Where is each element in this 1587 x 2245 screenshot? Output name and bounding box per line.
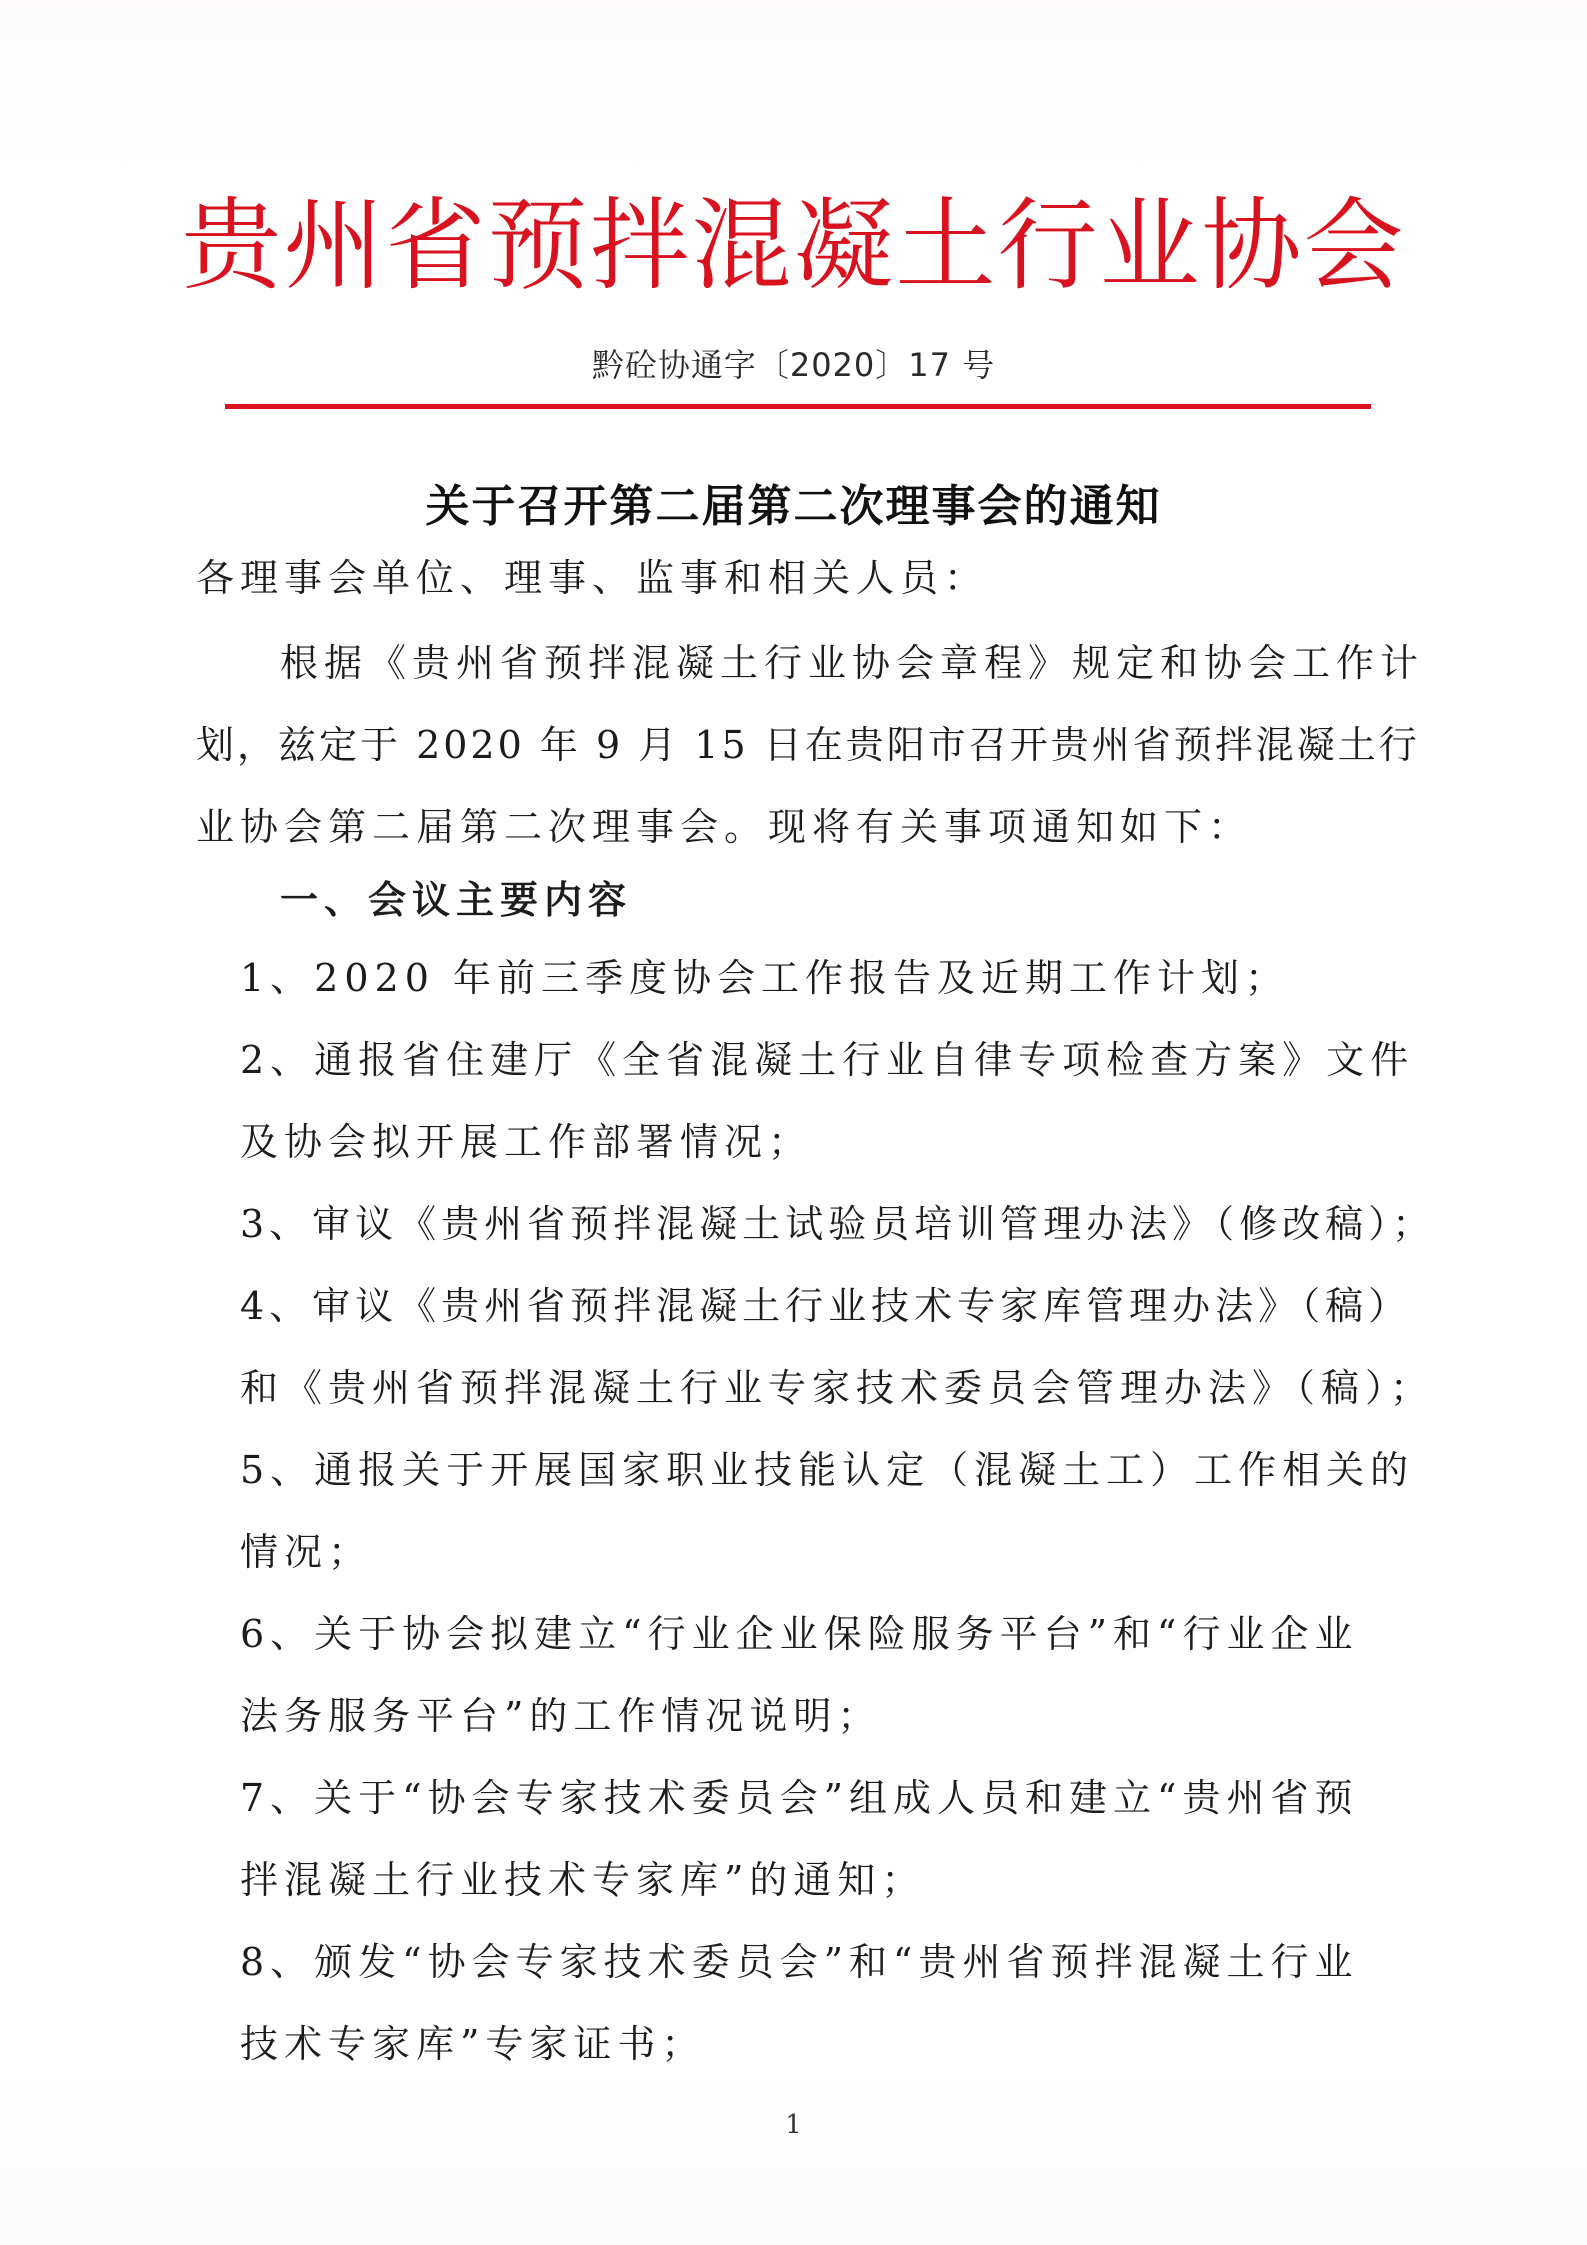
list-item: 8、颁发“协会专家技术委员会”和“贵州省预拌混凝土行业 (240, 1940, 1359, 1984)
list-item: 2、通报省住建厅《全省混凝土行业自律专项检查方案》文件 (240, 1038, 1415, 1082)
intro-line: 根据《贵州省预拌混凝土行业协会章程》规定和协会工作计 (280, 641, 1425, 685)
list-item-continuation: 技术专家库”专家证书； (240, 2022, 706, 2066)
list-item: 6、关于协会拟建立“行业企业保险服务平台”和“行业企业 (240, 1612, 1359, 1656)
section-heading: 一、会议主要内容 (280, 878, 633, 922)
list-item: 4、审议《贵州省预拌混凝土行业技术专家库管理办法》（稿） (240, 1284, 1412, 1328)
organization-title: 贵州省预拌混凝土行业协会 (181, 187, 1406, 304)
list-item-continuation: 拌混凝土行业技术专家库”的通知； (240, 1858, 926, 1902)
list-item: 3、审议《贵州省预拌混凝土试验员培训管理办法》（修改稿）； (240, 1202, 1436, 1246)
notice-title: 关于召开第二届第二次理事会的通知 (425, 481, 1162, 532)
intro-line: 业协会第二届第二次理事会。现将有关事项通知如下： (196, 805, 1253, 849)
salutation: 各理事会单位、理事、监事和相关人员： (196, 556, 989, 600)
list-item: 5、通报关于开展国家职业技能认定（混凝土工）工作相关的 (240, 1448, 1415, 1492)
intro-line: 划，兹定于 2020 年 9 月 15 日在贵阳市召开贵州省预拌混凝土行 (196, 723, 1420, 767)
list-item: 1、2020 年前三季度协会工作报告及近期工作计划； (240, 956, 1289, 1000)
document-number: 黔砼协通字〔2020〕17 号 (591, 346, 996, 384)
page-number: 1 (785, 2110, 802, 2140)
list-item-continuation: 和《贵州省预拌混凝土行业专家技术委员会管理办法》（稿）； (240, 1366, 1435, 1410)
red-divider-line (225, 404, 1371, 409)
list-item-continuation: 及协会拟开展工作部署情况； (240, 1120, 813, 1164)
list-item: 7、关于“协会专家技术委员会”组成人员和建立“贵州省预 (240, 1776, 1359, 1820)
list-item-continuation: 情况； (240, 1530, 373, 1574)
list-item-continuation: 法务服务平台”的工作情况说明； (240, 1694, 882, 1738)
